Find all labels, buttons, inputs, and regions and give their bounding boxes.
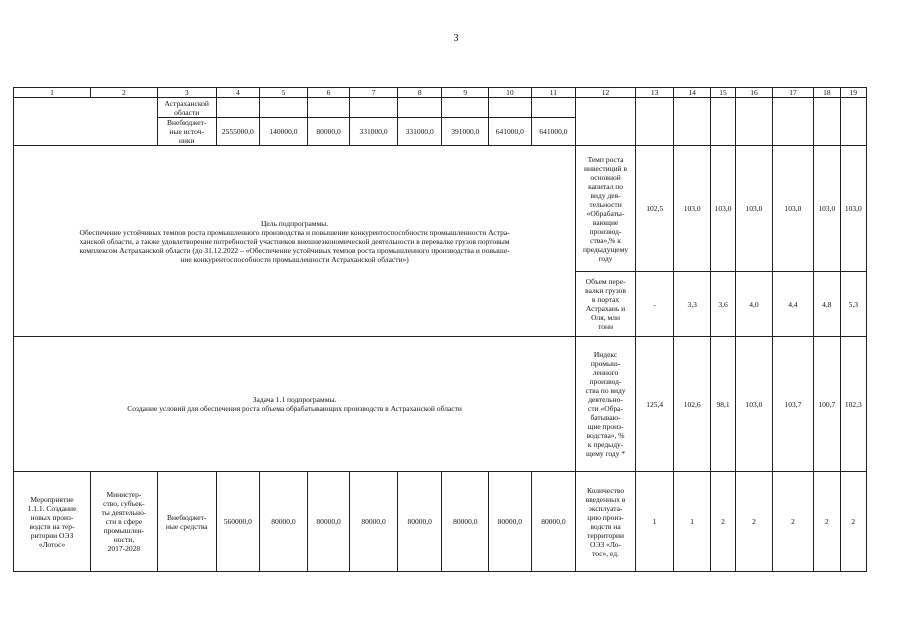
value-cell: 80000,0 xyxy=(531,472,576,572)
column-number-row xyxy=(14,88,867,98)
indicator-value: 5,3 xyxy=(840,272,866,337)
value-cell: 80000,0 xyxy=(307,118,350,146)
indicator-value: 103,0 xyxy=(840,146,866,272)
indicator-value: 1 xyxy=(674,472,710,572)
empty-cell xyxy=(350,98,398,118)
empty-cell xyxy=(772,98,814,146)
col-number: 5 xyxy=(260,88,308,98)
empty-cell xyxy=(674,98,710,146)
empty-cell xyxy=(216,98,260,118)
empty-cell xyxy=(442,98,489,118)
empty-cell xyxy=(576,98,636,146)
col-number: 14 xyxy=(674,88,710,98)
col-number: 12 xyxy=(576,88,636,98)
col-number: 15 xyxy=(710,88,735,98)
value-cell: 391000,0 xyxy=(442,118,489,146)
empty-cell xyxy=(397,98,442,118)
value-cell: 80000,0 xyxy=(260,472,308,572)
task-row xyxy=(14,337,867,472)
empty-cell xyxy=(736,98,772,146)
indicator-value: 2 xyxy=(736,472,772,572)
value-cell: 140000,0 xyxy=(260,118,308,146)
measure-row xyxy=(14,472,867,572)
goal-row-1 xyxy=(14,146,867,272)
indicator-value: 4,0 xyxy=(736,272,772,337)
program-table xyxy=(13,87,867,572)
empty-cell xyxy=(710,98,735,146)
col-number: 18 xyxy=(814,88,840,98)
value-cell: 80000,0 xyxy=(350,472,398,572)
indicator-value: 98,1 xyxy=(710,337,735,472)
empty-cell xyxy=(260,98,308,118)
indicator-value: 102,6 xyxy=(674,337,710,472)
value-cell: 331000,0 xyxy=(397,118,442,146)
value-cell: 80000,0 xyxy=(442,472,489,572)
col-number: 16 xyxy=(736,88,772,98)
empty-cell xyxy=(14,98,158,146)
col-number: 19 xyxy=(840,88,866,98)
indicator-production-index: Индекс промыш- ленного производ- ства по виду деятельно- сти «Обра- батываю- щие произ- водства», % к предыду- щему году * xyxy=(576,337,636,472)
indicator-value: 102,5 xyxy=(635,146,673,272)
task-text: Задача 1.1 подпрограммы. Создание условий для обеспечения роста объема обрабатывающих производств в Астраханской области xyxy=(14,337,576,472)
indicator-value: 3,6 xyxy=(710,272,735,337)
indicator-value: 1 xyxy=(635,472,673,572)
indicator-value: 102,3 xyxy=(840,337,866,472)
col-number: 3 xyxy=(157,88,216,98)
indicator-value: 103,0 xyxy=(736,337,772,472)
indicator-value: 103,0 xyxy=(674,146,710,272)
empty-cell xyxy=(814,98,840,146)
source-extrabudget: Внебюджет- ные источ- ники xyxy=(157,118,216,146)
indicator-cargo-volume: Объем пере- валки грузов в портах Астрахань и Оля, млн тонн xyxy=(576,272,636,337)
measure-executor: Министер- ство, субъек- ты деятельно- сти в сфере промышлен- ности, 2017-2028 xyxy=(90,472,157,572)
indicator-value: 4,4 xyxy=(772,272,814,337)
goal-text: Цель подпрограммы. Обеспечение устойчивых темпов роста промышленного производства и повышение конкурентоспособности промышленности Астра- ханской области, а также удовлетворение потребностей участников внешнеэкономической деятельности в перевалке грузов портовым комплексом Астраханской области (до 31.12.2022 – «Обеспечение устойчивых темпов роста промышленного производства и повыше- ние конкурентоспособности промышленности Астраханской области») xyxy=(14,146,576,337)
indicator-value: 103,0 xyxy=(710,146,735,272)
indicator-value: 103,0 xyxy=(814,146,840,272)
col-number: 11 xyxy=(531,88,576,98)
indicator-value: 3,3 xyxy=(674,272,710,337)
indicator-productions-count: Количество введенных в эксплуата- цию произ- водств на территории ОЭЗ «Ло- тос», ед. xyxy=(576,472,636,572)
empty-cell xyxy=(531,98,576,118)
value-cell: 560000,0 xyxy=(216,472,260,572)
indicator-value: - xyxy=(635,272,673,337)
value-cell: 641000,0 xyxy=(531,118,576,146)
indicator-value: 2 xyxy=(814,472,840,572)
indicator-value: 4,8 xyxy=(814,272,840,337)
empty-cell xyxy=(489,98,532,118)
col-number: 7 xyxy=(350,88,398,98)
page-number: 3 xyxy=(453,33,459,44)
value-cell: 80000,0 xyxy=(397,472,442,572)
source-regional-budget: Астраханской области xyxy=(157,98,216,118)
col-number: 8 xyxy=(397,88,442,98)
col-number: 10 xyxy=(489,88,532,98)
col-number: 13 xyxy=(635,88,673,98)
value-cell: 641000,0 xyxy=(489,118,532,146)
measure-name: Мероприятие 1.1.1. Создание новых произ- водств на тер- ритории ОЭЗ «Лотос» xyxy=(14,472,91,572)
value-cell: 80000,0 xyxy=(489,472,532,572)
indicator-value: 125,4 xyxy=(635,337,673,472)
value-cell: 331000,0 xyxy=(350,118,398,146)
value-cell: 80000,0 xyxy=(307,472,350,572)
indicator-value: 103,7 xyxy=(772,337,814,472)
empty-cell xyxy=(840,98,866,146)
value-cell: 2555000,0 xyxy=(216,118,260,146)
col-number: 17 xyxy=(772,88,814,98)
region-budget-row xyxy=(14,98,867,118)
col-number: 6 xyxy=(307,88,350,98)
indicator-value: 2 xyxy=(772,472,814,572)
indicator-value: 2 xyxy=(840,472,866,572)
col-number: 4 xyxy=(216,88,260,98)
empty-cell xyxy=(635,98,673,146)
indicator-investment-growth: Темп роста инвестиций в основной капитал по виду дея- тельности «Обрабаты- вающие производ- ства»,% к предыдущему году xyxy=(576,146,636,272)
col-number: 1 xyxy=(14,88,91,98)
indicator-value: 100,7 xyxy=(814,337,840,472)
col-number: 9 xyxy=(442,88,489,98)
col-number: 2 xyxy=(90,88,157,98)
indicator-value: 103,0 xyxy=(736,146,772,272)
measure-source: Внебюджет- ные средства xyxy=(157,472,216,572)
indicator-value: 2 xyxy=(710,472,735,572)
indicator-value: 103,0 xyxy=(772,146,814,272)
empty-cell xyxy=(307,98,350,118)
